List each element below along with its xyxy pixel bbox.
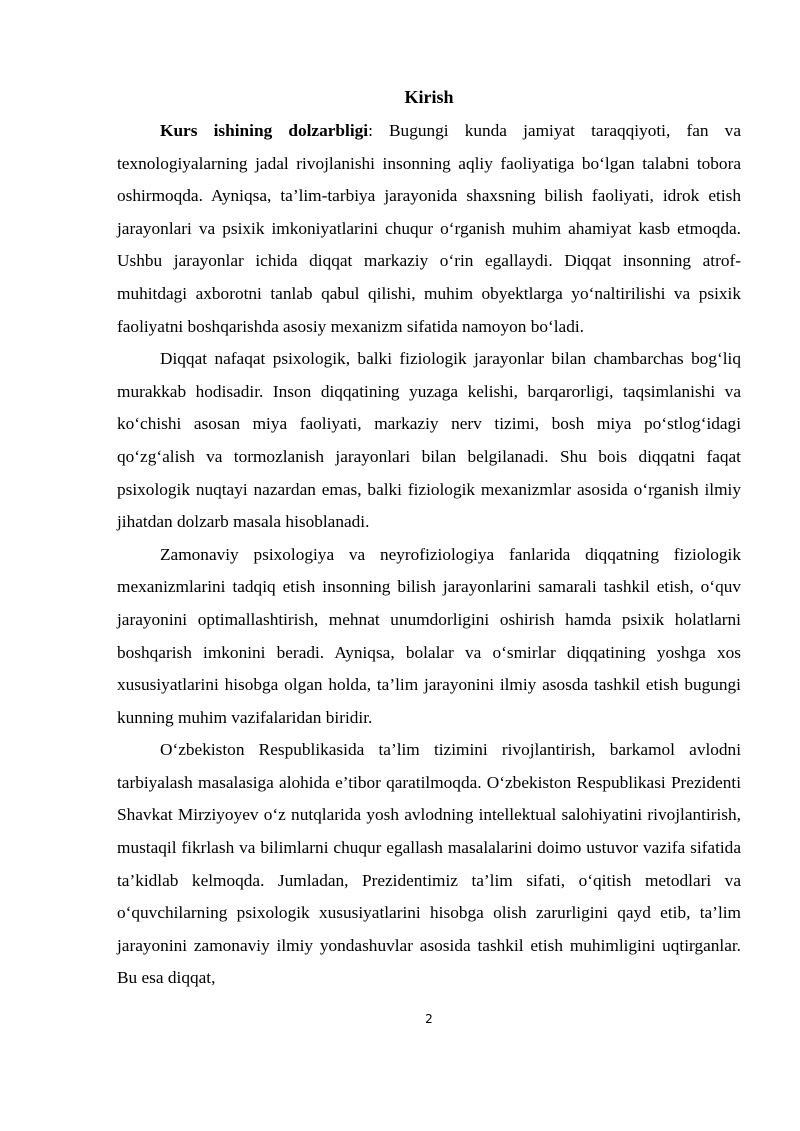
section-heading: Kirish — [404, 87, 454, 107]
paragraph-modern-research: Zamonaviy psixologiya va neyrofiziologiya fanlarida diqqatning fiziologik mexanizmlarini tadqiq etish insonning bilish jarayonlarini samarali tashkil etish, o‘quv jarayonini optimallashtirish, mehnat unumdorligini oshirish hamda psixik holatlarni boshqarish imkonini beradi. Ayniqsa, bolalar va o‘smirlar diqqatining yoshga xos xususiyatlarini hisobga olgan holda, ta’lim jarayonini ilmiy asosda tashkil etish bugungi kunning muhim vazifalaridan biridir. — [117, 544, 741, 727]
lead-term: Kurs ishining dolzarbligi — [160, 121, 369, 140]
lead-colon: : — [368, 121, 373, 140]
body-text — [117, 115, 741, 995]
paragraph-relevance — [117, 115, 741, 343]
page-number: 2 — [425, 1012, 433, 1026]
paragraph-text: Bugungi kunda jamiyat taraqqiyoti, fan va texnologiyalarning jadal rivojlanishi insonning aqliy faoliyatiga bo‘lgan talabni tobora oshirmoqda. Ayniqsa, ta’lim-tarbiya jarayonida shaxsning bilish faoliyati, idrok etish jarayonlari va psixik imkoniyatlarini chuqur o‘rganish muhim ahamiyat kasb etmoqda. Ushbu jarayonlar ichida diqqat markaziy o‘rin egallaydi. Diqqat insonning atrof-muhitdagi axborotni tanlab qabul qilishi, muhim obyektlarga yo‘naltirilishi va psixik faoliyatni boshqarishda asosiy mexanizm sifatida namoyon bo‘ladi. — [117, 121, 741, 336]
paragraph-physiology: Diqqat nafaqat psixologik, balki fiziologik jarayonlar bilan chambarchas bog‘liq murakkab hodisadir. Inson diqqatining yuzaga kelishi, barqarorligi, taqsimlanishi va ko‘chishi asosan miya faoliyati, markaziy nerv tizimi, bosh miya po‘stlog‘idagi qo‘zg‘alish va tormozlanish jarayonlari bilan belgilanadi. Shu bois diqqatni faqat psixologik nuqtayi nazardan emas, balki fiziologik mexanizmlar asosida o‘rganish ilmiy jihatdan dolzarb masala hisoblanadi. — [117, 349, 741, 532]
paragraph-uzbekistan-education: O‘zbekiston Respublikasida ta’lim tizimini rivojlantirish, barkamol avlodni tarbiyalash masalasiga alohida e’tibor qaratilmoqda. O‘zbekiston Respublikasi Prezidenti Shavkat Mirziyoyev o‘z nutqlarida yosh avlodning intellektual salohiyatini rivojlantirish, mustaqil fikrlash va bilimlarni chuqur egallash masalalarini doimo ustuvor vazifa sifatida ta’kidlab kelmoqda. Jumladan, Prezidentimiz ta’lim sifati, o‘qitish metodlari va o‘quvchilarning psixologik xususiyatlarini hisobga olish zarurligini qayd etib, ta’lim jarayonini zamonaviy ilmiy yondashuvlar asosida tashkil etish muhimligini uqtirganlar. Bu esa diqqat, — [117, 740, 741, 988]
